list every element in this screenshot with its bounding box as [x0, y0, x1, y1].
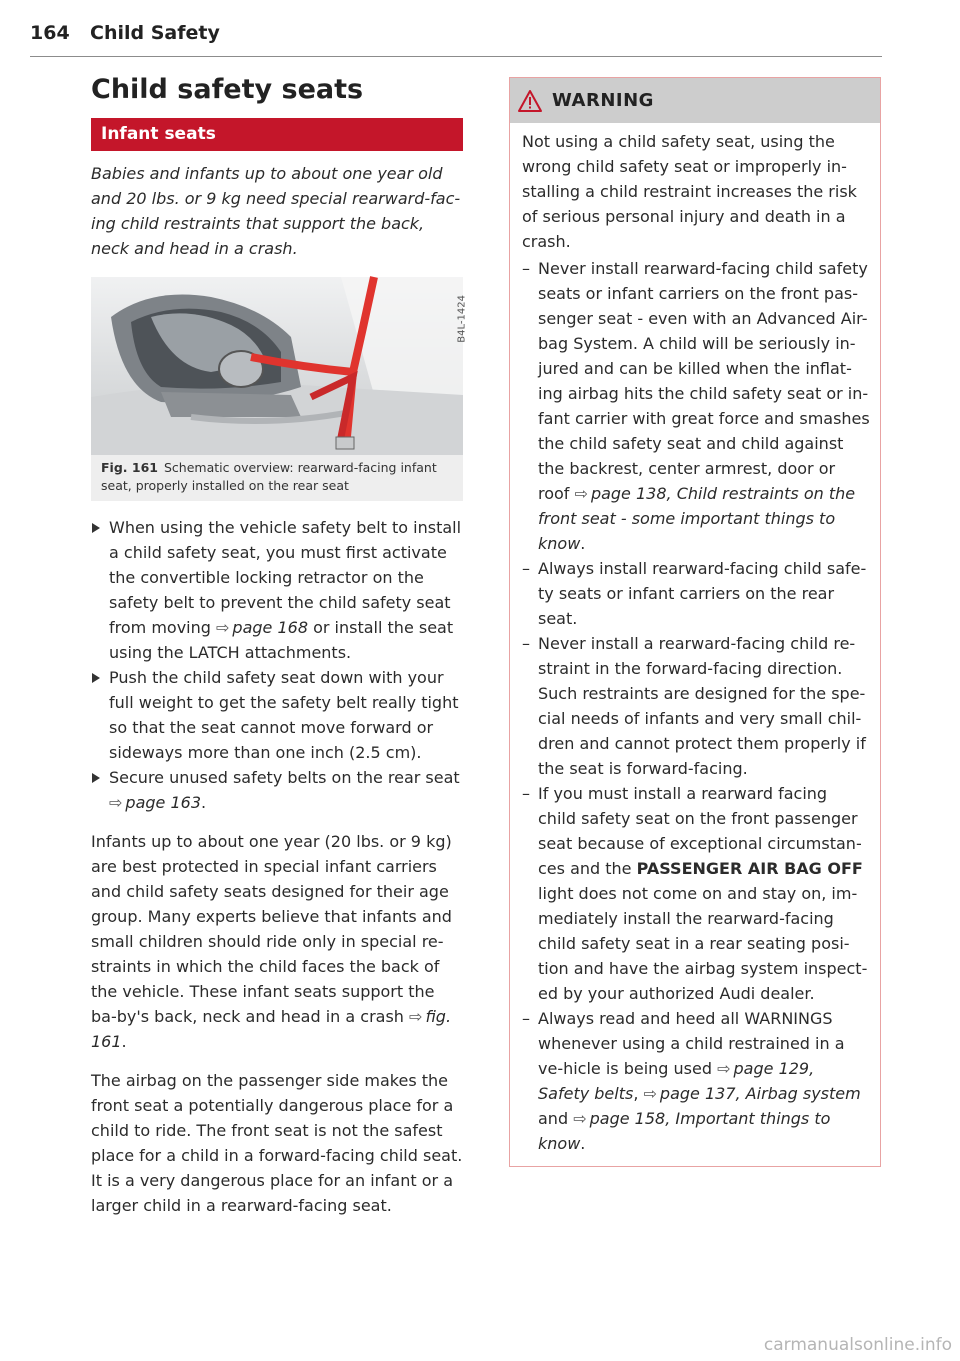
- watermark: carmanualsonline.info: [763, 1335, 952, 1355]
- arrow-right-icon: ⇨: [717, 1059, 731, 1078]
- infant-seat-illustration: [91, 277, 463, 455]
- instruction-steps: [91, 515, 463, 815]
- page-link[interactable]: ⇨ page 158, Important things to know: [538, 1109, 831, 1153]
- page-link[interactable]: ⇨ page 163: [109, 793, 201, 812]
- page-link[interactable]: ⇨ page 138, Child restraints on the front seat - some important things to know: [538, 484, 856, 553]
- figure-id-code: B4L-1424: [457, 295, 468, 343]
- figure-infant-seat: [91, 277, 468, 455]
- warning-box: [509, 77, 881, 1167]
- intro-text: Babies and infants up to about one year old and 20 lbs. or 9 kg need special rearward-fac-ing child restraints that support the back, neck and head in a crash.: [91, 164, 461, 258]
- step-item: When using the vehicle safety belt to install a child safety seat, you must first activate the convertible locking retractor on the safety belt to prevent the child safety seat from moving ⇨ page 168 or install the seat using the LATCH attachments.: [91, 515, 463, 665]
- warning-body: [510, 123, 880, 1166]
- warning-triangle-icon: [518, 90, 542, 112]
- page-header: [30, 22, 882, 57]
- subsection-bar: Infant seats: [91, 118, 463, 151]
- warning-item: – Never install rearward-facing child safety seats or infant carriers on the front pas-senger seat - even with an Advanced Air-bag System. A child will be seriously in-jured and can be killed when the inflat-ing airbag hits the child safety seat or in-fant carrier with great force and smashes the child safety seat and child against the backrest, center armrest, door or roof ⇨ page 138, Child restraints on the front seat - some important things to know.: [522, 256, 870, 556]
- left-column: [91, 72, 468, 1218]
- page-link[interactable]: ⇨ page 168: [216, 618, 308, 637]
- arrow-right-icon: ⇨: [109, 793, 123, 812]
- step-item: Secure unused safety belts on the rear seat ⇨ page 163.: [91, 765, 463, 815]
- figure-caption: [91, 455, 463, 501]
- warning-title: WARNING: [552, 90, 654, 111]
- page-link[interactable]: ⇨ page 129, Safety belts: [538, 1059, 815, 1103]
- arrow-right-icon: ⇨: [574, 484, 588, 503]
- arrow-right-icon: ⇨: [643, 1084, 657, 1103]
- warning-list: [522, 256, 870, 1156]
- figure-label: Fig. 161: [101, 460, 158, 475]
- page-link[interactable]: ⇨ page 137, Airbag system: [643, 1084, 861, 1103]
- figure-caption-text: Schematic overview: rearward-facing infant seat, properly installed on the rear seat: [101, 460, 437, 493]
- warning-header: [510, 78, 880, 123]
- arrow-right-icon: ⇨: [409, 1007, 423, 1026]
- figure-link[interactable]: ⇨ fig. 161: [91, 1007, 452, 1051]
- chapter-title: Child Safety: [90, 22, 220, 44]
- warning-item: – Always read and heed all WARNINGS whenever using a child restrained in a ve-hicle is being used ⇨ page 129, Safety belts, ⇨ page 137, Airbag system and ⇨ page 158, Important things to know.: [522, 1006, 870, 1156]
- warning-item: – If you must install a rearward facing child safety seat on the front passenger seat because of exceptional circumstan-ces and the PASSENGER AIR BAG OFF light does not come on and stay on, im-mediately install the rearward-facing child safety seat in a rear seating posi-tion and have the airbag system inspect-ed by your authorized Audi dealer.: [522, 781, 870, 1006]
- warning-item: – Always install rearward-facing child safe-ty seats or infant carriers on the rear seat.: [522, 556, 870, 631]
- arrow-right-icon: ⇨: [573, 1109, 587, 1128]
- right-column: [509, 77, 881, 1167]
- step-item: Push the child safety seat down with your full weight to get the safety belt really tight so that the seat cannot move forward or sideways more than one inch (2.5 cm).: [91, 665, 463, 765]
- body-paragraph: The airbag on the passenger side makes the front seat a potentially dangerous place for a child to ride. The front seat is not the safest place for a child in a forward-facing child seat. It is a very dangerous place for an infant or a larger child in a rearward-facing seat.: [91, 1071, 463, 1215]
- indicator-name: PASSENGER AIR BAG OFF: [636, 859, 863, 878]
- warning-item: – Never install a rearward-facing child re-straint in the forward-facing direction. Such restraints are designed for the spe-cial needs of infants and very small chil-dren and cannot protect them properly if the seat is forward-facing.: [522, 631, 870, 781]
- section-title: Child safety seats: [91, 74, 364, 105]
- page-number: 164: [30, 22, 70, 44]
- body-paragraph: Infants up to about one year (20 lbs. or 9 kg) are best protected in special infant carriers and child safety seats designed for their age group. Many experts believe that infants and small children should ride only in special re-straints in which the child faces the back of the vehicle. These infant seats support the ba-by's back, neck and head in a crash ⇨ fig. 161.: [91, 832, 452, 1051]
- arrow-right-icon: ⇨: [216, 618, 230, 637]
- warning-intro: Not using a child safety seat, using the wrong child safety seat or improperly in-stalling a child restraint increases the risk of serious personal injury and death in a crash.: [522, 132, 857, 251]
